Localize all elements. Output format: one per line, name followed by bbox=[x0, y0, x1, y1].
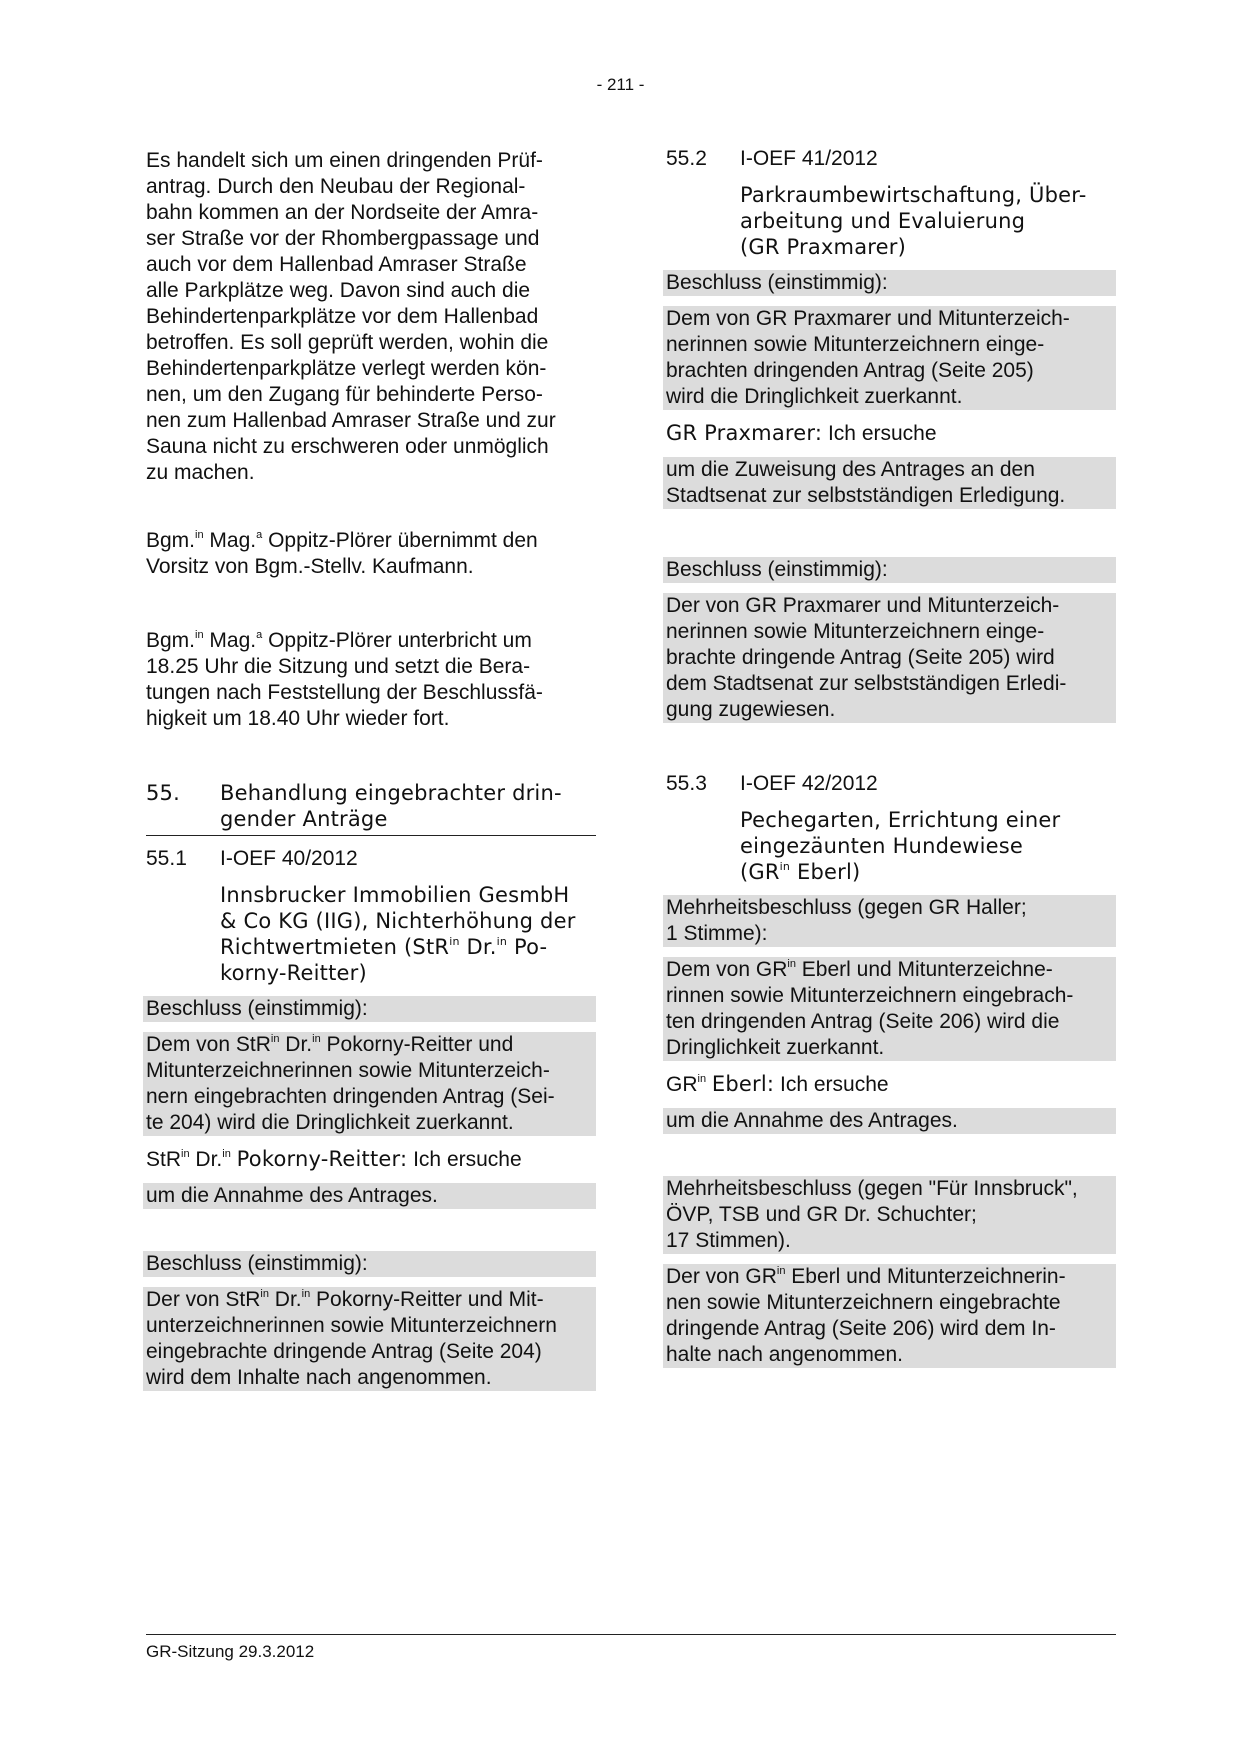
request-text: um die Zuweisung des Antrages an den Stadtsenat zur selbstständigen Erledigung. bbox=[663, 457, 1116, 509]
request-text: um die Annahme des Antrages. bbox=[143, 1183, 596, 1209]
resolution-label: Beschluss (einstimmig): bbox=[143, 1251, 596, 1277]
footer-rule bbox=[146, 1634, 1116, 1635]
resolution-text: Der von $GR^{in}$ Eberl und Mitunterzeichnerin- nen sowie Mitunterzeichnern eingebrachte dringende Antrag (Seite 206) wird dem In- halte nach angenommen. bbox=[663, 1264, 1116, 1368]
resolution-text: Dem von StR$^{in}$ Dr.$^{in}$ Pokorny-Reitter und Mitunterzeichnerinnen sowie Mitunterzeich- nern eingebrachten dringenden Antrag (Sei- te 204) wird die Dringlichkeit zuerkannt. bbox=[143, 1032, 596, 1136]
resolution-label: Beschluss (einstimmig): bbox=[663, 270, 1116, 296]
page-number: - 211 - bbox=[596, 75, 645, 94]
resolution-label: Beschluss (einstimmig): bbox=[143, 996, 596, 1022]
resolution-label: Mehrheitsbeschluss (gegen GR Haller; 1 Stimme): bbox=[663, 895, 1116, 947]
resolution-text: Dem von GR Praxmarer und Mitunterzeich- nerinnen sowie Mitunterzeichnern einge- brachten dringenden Antrag (Seite 205) wird die Dringlichkeit zuerkannt. bbox=[663, 306, 1116, 410]
resolution-text: Dem von $GR^{in}$ Eberl und Mitunterzeichne- rinnen sowie Mitunterzeichnern eingebrach- ten dringenden Antrag (Seite 206) wird die Dringlichkeit zuerkannt. bbox=[663, 957, 1116, 1061]
right-column bbox=[666, 146, 1116, 1368]
speaker-line: $GR^{in}$ Eberl: Ich ersuche bbox=[666, 1072, 889, 1096]
speaker-line: StR$^{in}$ Dr.$^{in}$ Pokorny-Reitter: Ich ersuche bbox=[146, 1147, 522, 1171]
resolution-label: Mehrheitsbeschluss (gegen "Für Innsbruck", ÖVP, TSB und GR Dr. Schuchter; 17 Stimmen). bbox=[663, 1176, 1116, 1254]
resolution-text: Der von StR$^{in}$ Dr.$^{in}$ Pokorny-Reitter und Mit- unterzeichnerinnen sowie Mitunterzeichnern eingebrachte dringende Antrag (Seite 204) wird dem Inhalte nach angenommen. bbox=[143, 1287, 596, 1391]
section-55-heading: 55. Behandlung eingebrachter drin- gender Anträge bbox=[146, 780, 596, 836]
chair-note: Bgm.$^{in}$ Mag.$^a$ Oppitz-Plörer übernimmt den Vorsitz von Bgm.-Stellv. Kaufmann. bbox=[146, 529, 538, 578]
request-text: um die Annahme des Antrages. bbox=[663, 1108, 1116, 1134]
left-column bbox=[146, 148, 596, 1391]
resolution-text: Der von GR Praxmarer und Mitunterzeich- nerinnen sowie Mitunterzeichnern einge- brachte dringende Antrag (Seite 205) wird dem Stadtsenat zur selbstständigen Erledi- gung zugewiesen. bbox=[663, 593, 1116, 723]
intro-paragraph: Es handelt sich um einen dringenden Prüf- antrag. Durch den Neubau der Regional- bahn kommen an der Nordseite der Amra- ser Straße vor der Rhombergpassage und auch vor dem Hallenbad Amraser Straße alle Parkplätze weg. Davon sind auch die Behindertenparkplätze vor dem Hallenbad betroffen. Es soll geprüft werden, wohin die Behindertenparkplätze verlegt werden kön- nen, um den Zugang für behinderte Perso- nen zum Hallenbad Amraser Straße und zur Sauna nicht zu erschweren oder unmöglich zu machen. bbox=[146, 149, 556, 484]
footer-text: GR-Sitzung 29.3.2012 bbox=[146, 1642, 315, 1661]
section-55-1-heading: 55.1 I-OEF 40/2012 Innsbrucker Immobilien GesmbH & Co KG (IIG), Nichterhöhung der Richtwertmieten (StR$^{in}$ Dr.$^{in}$ Po- korny-Reitter) bbox=[146, 847, 576, 985]
break-note: Bgm.$^{in}$ Mag.$^a$ Oppitz-Plörer unterbricht um 18.25 Uhr die Sitzung und setzt die Bera- tungen nach Feststellung der Beschlussfä- higkeit um 18.40 Uhr wieder fort. bbox=[146, 629, 543, 730]
speaker-line: GR Praxmarer: Ich ersuche bbox=[666, 421, 937, 445]
section-55-3-heading: 55.3 I-OEF 42/2012 Pechegarten, Errichtung einer eingezäunten Hundewiese ($GR^{in}$ Eberl) bbox=[666, 772, 1061, 884]
resolution-label: Beschluss (einstimmig): bbox=[663, 557, 1116, 583]
section-55-2-heading: 55.2 I-OEF 41/2012 Parkraumbewirtschaftung, Über- arbeitung und Evaluierung (GR Praxmarer) bbox=[666, 147, 1087, 259]
